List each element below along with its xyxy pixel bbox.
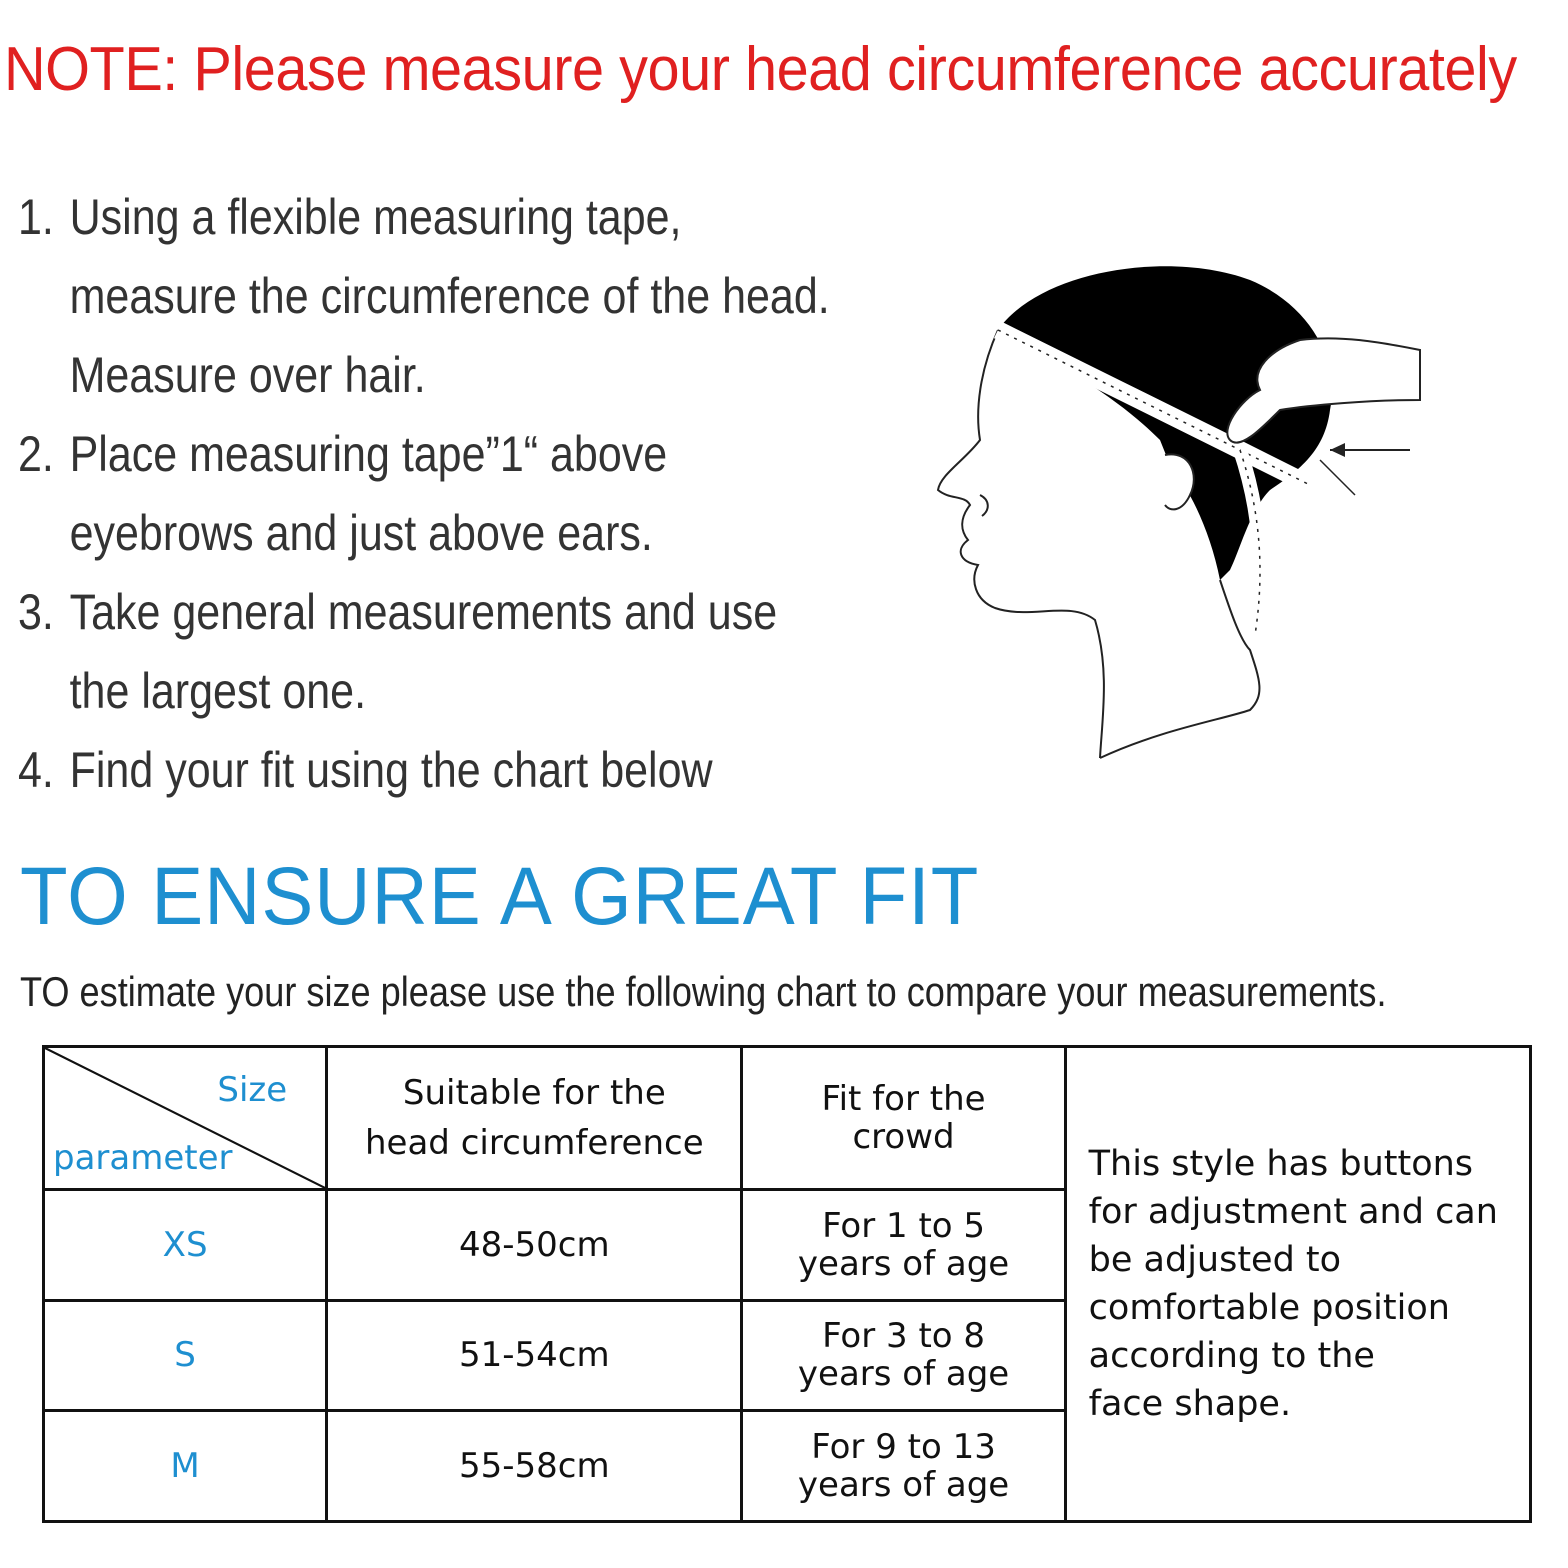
note-heading: NOTE: Please measure your head circumference accurately [4,35,1517,104]
fit-heading: TO ENSURE A GREAT FIT [20,851,980,942]
size-chart-table [42,1045,1532,1523]
note-line: This style has buttons [1088,1144,1474,1184]
note-line: be adjusted to [1088,1240,1342,1280]
header-line: Fit for the [821,1079,986,1119]
step-line: Take general measurements and use [69,584,778,640]
header-line: crowd [852,1117,955,1157]
step-number: 2. [18,426,54,482]
circumference-cell: 48-50cm [327,1190,742,1301]
step-line: measure the circumference of the head. [69,268,830,324]
crowd-header [742,1047,1065,1190]
step-number: 3. [18,584,54,640]
diagonal-header-cell [44,1047,327,1190]
crowd-line: For 9 to 13 [811,1427,996,1468]
note-line: according to the [1088,1336,1375,1376]
head-measuring-illustration [920,250,1440,770]
crowd-cell [742,1300,1065,1411]
step-line: eyebrows and just above ears. [69,505,653,561]
instruction-steps [18,178,918,810]
step-number: 4. [18,742,54,798]
crowd-line: years of age [797,1465,1010,1506]
header-line: Suitable for the [402,1073,666,1113]
diagonal-size-label: Size [217,1070,288,1110]
size-cell: S [44,1300,327,1411]
crowd-line: years of age [797,1243,1010,1284]
step-line: Using a flexible measuring tape, [69,189,682,245]
step-line: the largest one. [69,663,367,719]
step-line: Place measuring tape”1“ above [69,426,668,482]
step-line: Find your fit using the chart below [69,742,713,798]
chart-instruction: TO estimate your size please use the following chart to compare your measurements. [20,968,1387,1015]
crowd-cell [742,1411,1065,1522]
circumference-header [327,1047,742,1190]
size-cell: M [44,1411,327,1522]
step-4 [18,731,792,810]
crowd-cell [742,1190,1065,1301]
size-cell: XS [44,1190,327,1301]
step-2 [18,415,792,573]
step-3 [18,573,792,731]
circumference-cell: 55-58cm [327,1411,742,1522]
note-line: for adjustment and can [1088,1192,1498,1232]
diagonal-parameter-label: parameter [53,1138,233,1178]
step-line: Measure over hair. [69,347,426,403]
table-header-row [44,1047,1531,1190]
step-number: 1. [18,189,54,245]
note-line: comfortable position [1088,1288,1450,1328]
crowd-line: For 3 to 8 [822,1316,986,1357]
crowd-line: For 1 to 5 [822,1205,986,1246]
note-line: face shape. [1088,1384,1292,1424]
step-1 [18,178,830,415]
circumference-cell: 51-54cm [327,1300,742,1411]
header-line: head circumference [365,1123,704,1163]
adjustment-note-cell [1065,1047,1530,1522]
crowd-line: years of age [797,1354,1010,1395]
